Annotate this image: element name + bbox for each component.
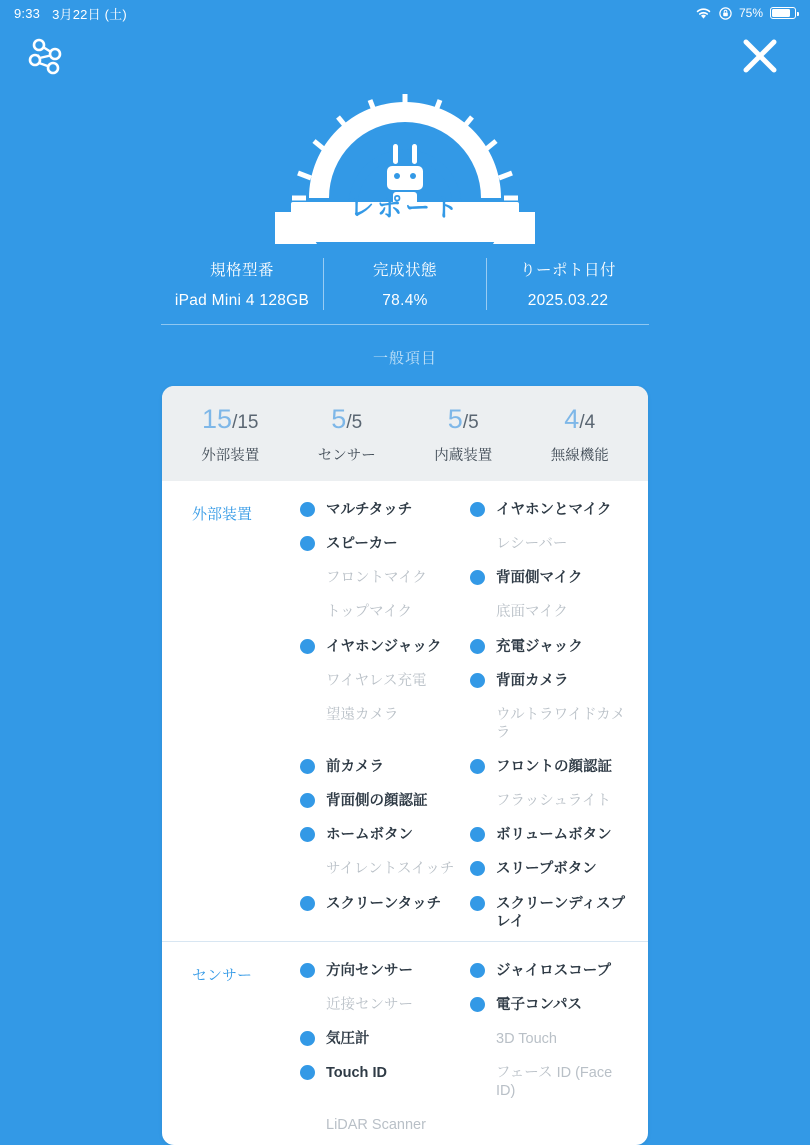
check-item-label: 背面カメラ	[496, 672, 569, 689]
status-dot-pass-icon	[300, 827, 315, 842]
check-item-label: フロントマイク	[326, 570, 427, 587]
check-item[interactable]	[470, 603, 634, 621]
score-value: 5	[331, 404, 347, 434]
status-dot-pass-icon	[300, 1031, 315, 1046]
check-item[interactable]	[470, 569, 634, 587]
summary-item-date	[486, 258, 649, 310]
check-item-label: LiDAR Scanner	[326, 1117, 426, 1134]
summary-value: 2025.03.22	[527, 292, 609, 309]
check-item-label: フラッシュライト	[496, 793, 611, 810]
check-item[interactable]	[470, 860, 634, 878]
share-icon[interactable]	[26, 34, 70, 78]
status-dot-empty-icon	[470, 536, 485, 551]
score-caption: 内蔵装置	[434, 448, 493, 464]
status-dot-pass-icon	[300, 536, 315, 551]
check-item-label: ウルトラワイドカメラ	[496, 706, 626, 741]
check-item-label: レシーバー	[496, 536, 568, 553]
check-item-label: ホームボタン	[326, 827, 413, 844]
status-dot-empty-icon	[300, 707, 315, 722]
score-sensor	[289, 406, 406, 465]
status-dot-pass-icon	[300, 963, 315, 978]
check-item-label: トップマイク	[326, 604, 412, 621]
check-item[interactable]	[470, 962, 634, 980]
status-bar-right	[695, 6, 796, 20]
check-item[interactable]	[300, 501, 464, 519]
check-item[interactable]	[470, 996, 634, 1014]
summary-row	[161, 258, 649, 325]
status-dot-pass-icon	[470, 673, 485, 688]
check-item-label: ワイヤレス充電	[326, 672, 427, 689]
report-card	[162, 386, 648, 1145]
check-item[interactable]	[300, 758, 464, 776]
wifi-icon	[695, 7, 712, 20]
status-date: 3月22日 (土)	[52, 6, 127, 22]
status-dot-pass-icon	[470, 827, 485, 842]
check-item[interactable]	[470, 501, 634, 519]
check-item[interactable]	[300, 792, 464, 810]
check-item[interactable]	[470, 895, 634, 931]
check-item-label: 前カメラ	[326, 759, 384, 775]
score-value: 4	[564, 404, 580, 434]
group-title: センサー	[192, 966, 253, 984]
check-item-label: イヤホンとマイク	[496, 502, 612, 518]
check-item-label: スクリーンタッチ	[326, 895, 442, 912]
check-item-label: 3D Touch	[496, 1031, 557, 1047]
check-item-label: ジャイロスコープ	[496, 962, 611, 979]
check-item[interactable]	[300, 1116, 464, 1134]
check-item-label: 近接センサー	[326, 996, 413, 1013]
check-item[interactable]	[300, 826, 464, 844]
score-internal	[405, 406, 522, 465]
status-dot-empty-icon	[300, 570, 315, 585]
status-dot-pass-icon	[470, 963, 485, 978]
summary-label: りーポト日付	[519, 262, 616, 279]
summary-label: 完成状態	[372, 262, 437, 279]
check-item[interactable]	[300, 603, 464, 621]
check-item-label: スピーカー	[326, 536, 398, 553]
status-dot-pass-icon	[300, 502, 315, 517]
status-dot-empty-icon	[300, 997, 315, 1012]
check-item[interactable]	[470, 1030, 634, 1048]
status-dot-pass-icon	[300, 793, 315, 808]
status-dot-pass-icon	[300, 896, 315, 911]
battery-icon	[770, 7, 796, 19]
status-dot-pass-icon	[470, 639, 485, 654]
check-item[interactable]	[300, 962, 464, 980]
check-item-grid	[300, 962, 648, 1135]
check-item[interactable]	[300, 996, 464, 1014]
check-item-label: 電子コンパス	[496, 996, 582, 1013]
check-item[interactable]	[300, 895, 464, 931]
summary-item-model	[161, 258, 323, 310]
check-item[interactable]	[300, 638, 464, 656]
battery-percent: 75%	[738, 6, 763, 20]
status-dot-empty-icon	[470, 604, 485, 619]
score-total: /15	[232, 412, 259, 433]
check-item[interactable]	[470, 1064, 634, 1100]
status-dot-empty-icon	[470, 1031, 485, 1046]
check-item[interactable]	[470, 638, 634, 656]
check-item-label: 方向センサー	[326, 962, 413, 979]
status-dot-pass-icon	[300, 1065, 315, 1080]
rotation-lock-icon	[719, 7, 732, 20]
status-bar-left	[14, 4, 127, 23]
score-caption: 無線機能	[550, 448, 609, 464]
check-item[interactable]	[300, 672, 464, 690]
check-item[interactable]	[470, 792, 634, 810]
status-dot-pass-icon	[470, 502, 485, 517]
score-external	[172, 406, 289, 465]
summary-value: iPad Mini 4 128GB	[174, 292, 310, 309]
check-item[interactable]	[300, 860, 464, 878]
check-item[interactable]	[300, 535, 464, 553]
badge-label: レポート	[348, 194, 461, 222]
status-dot-pass-icon	[300, 759, 315, 774]
check-item-label: フロントの顔認証	[496, 759, 612, 775]
group-title: 外部装置	[192, 506, 253, 523]
check-item-label: サイレントスイッチ	[326, 861, 455, 878]
score-caption: 外部装置	[201, 448, 260, 464]
check-item-label: フェース ID (Face ID)	[496, 1065, 613, 1100]
status-dot-empty-icon	[300, 1117, 315, 1132]
score-value: 15	[202, 404, 233, 434]
status-time: 9:33	[14, 5, 41, 21]
status-dot-empty-icon	[300, 673, 315, 688]
check-item[interactable]	[470, 706, 634, 742]
status-dot-pass-icon	[300, 639, 315, 654]
score-total: /5	[462, 412, 479, 433]
score-total: /5	[346, 412, 363, 433]
check-item-label: スリープボタン	[496, 861, 597, 878]
check-item-grid	[300, 501, 648, 931]
status-bar	[0, 0, 810, 26]
check-item-label: 背面側マイク	[496, 570, 583, 587]
score-caption: センサー	[317, 448, 376, 464]
check-item-label: ボリュームボタン	[496, 827, 612, 844]
status-dot-empty-icon	[300, 604, 315, 619]
summary-label: 規格型番	[209, 262, 274, 279]
score-wireless	[522, 406, 639, 465]
status-dot-pass-icon	[470, 997, 485, 1012]
summary-value: 78.4%	[382, 292, 428, 309]
section-title: 一般項目	[372, 350, 437, 367]
check-item[interactable]	[300, 569, 464, 587]
check-item-label: 背面側の顔認証	[326, 793, 428, 810]
status-dot-empty-icon	[470, 707, 485, 722]
check-item-label: 底面マイク	[496, 604, 568, 621]
report-badge	[0, 84, 810, 244]
check-item[interactable]	[470, 535, 634, 553]
close-icon[interactable]	[736, 32, 784, 80]
check-group	[162, 941, 648, 1145]
check-item[interactable]	[470, 826, 634, 844]
check-item[interactable]	[470, 758, 634, 776]
status-dot-empty-icon	[470, 1065, 485, 1080]
check-item-label: 気圧計	[326, 1031, 370, 1047]
check-item[interactable]	[300, 706, 464, 742]
score-summary	[162, 386, 648, 481]
group-list	[162, 481, 648, 1145]
summary-item-completion	[323, 258, 486, 310]
check-item-label: 充電ジャック	[496, 638, 583, 655]
score-total: /4	[579, 412, 596, 433]
check-item[interactable]	[470, 672, 634, 690]
check-item-label: マルチタッチ	[326, 502, 413, 518]
score-value: 5	[447, 404, 463, 434]
check-group	[162, 481, 648, 941]
check-item-label: Touch ID	[326, 1065, 387, 1082]
status-dot-pass-icon	[470, 896, 485, 911]
check-item-label: 望遠カメラ	[326, 706, 399, 723]
top-action-bar	[0, 26, 810, 88]
status-dot-pass-icon	[470, 570, 485, 585]
status-dot-empty-icon	[300, 861, 315, 876]
check-item-label: スクリーンディスプレイ	[496, 895, 626, 930]
check-item[interactable]	[300, 1064, 464, 1100]
check-item[interactable]	[300, 1030, 464, 1048]
status-dot-empty-icon	[470, 793, 485, 808]
status-dot-pass-icon	[470, 759, 485, 774]
status-dot-pass-icon	[470, 861, 485, 876]
check-item-label: イヤホンジャック	[326, 638, 442, 655]
